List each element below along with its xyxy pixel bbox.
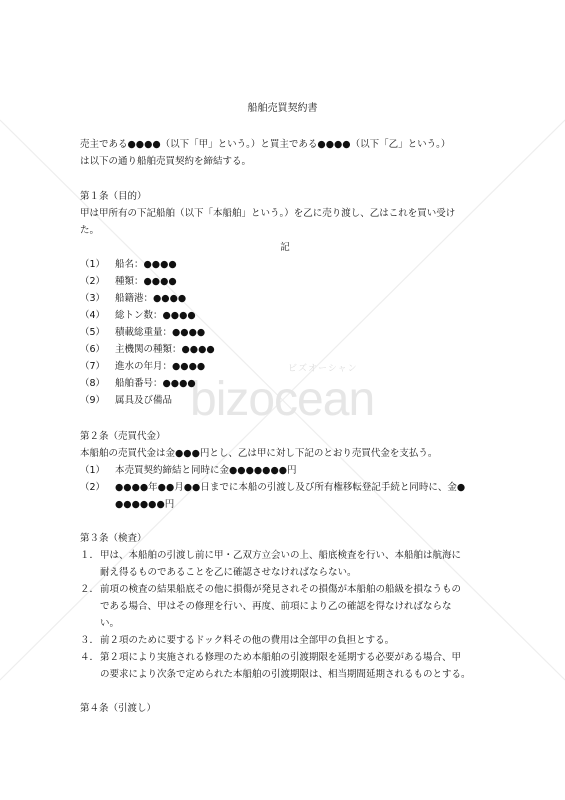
item-text: 進水の年月：●●●● [115,361,206,372]
clause-line: である場合、甲はその修理を行い、再度、前項により乙の確認を得なければならな [100,601,452,612]
clause [80,547,490,581]
document-title: 船舶売買契約書 [247,103,318,114]
clause-line: 第２項により実施される修理のため本船舶の引渡期限を延期する必要がある場合、甲 [100,652,462,663]
item-number: （1） [80,259,106,270]
item-text: 本売買契約締結と同時に金●●●●●●●円 [115,465,297,476]
clause-line: 耐え得るものであることを乙に確認させなければならない。 [100,567,357,578]
item-text: 属具及び備品 [115,395,173,406]
item-text: ●●●●年●●月●●日までに本船の引渡し及び所有権移転登記手続と同時に、金● [115,482,466,493]
item-number: （7） [80,361,106,372]
watermark-kana: ビズオーシャン [288,364,358,374]
clause [80,581,490,632]
article-body-line: 本船舶の売買代金は金●●●円とし、乙は甲に対し下記のとおり売買代金を支払う。 [80,448,438,459]
clause-number: ２． [80,584,100,595]
article-body-line: 甲は甲所有の下記船舶（以下「本船舶」という。）を乙に売り渡し、乙はこれを買い受け [80,208,456,219]
item-number: （8） [80,378,106,389]
item-number: （2） [80,482,106,493]
article-heading: 第４条（引渡し） [80,703,157,714]
article-4 [80,700,490,717]
clause-number: ３． [80,635,100,646]
article-heading: 第１条（目的） [80,191,147,202]
list-item [80,324,490,341]
list-item [80,307,490,324]
clause-line: 前項の検査の結果船底その他に損傷が発見されその損傷が本船舶の船級を損なうもの [100,584,462,595]
clause-line: い。 [100,618,120,629]
item-text: 積載総重量：●●●● [115,327,206,338]
list-item [80,375,490,392]
item-text: 種類：●●●● [115,276,177,287]
article-body-line: た。 [80,225,100,236]
item-number: （2） [80,276,106,287]
item-number: （9） [80,395,106,406]
clause [80,649,490,683]
item-number: （6） [80,344,106,355]
clause [80,632,490,649]
list-item-continuation [80,496,490,513]
item-number: （3） [80,293,106,304]
article-3 [80,530,490,683]
article-heading: 第３条（検査） [80,533,147,544]
list-item [80,290,490,307]
article-heading: 第２条（売買代金） [80,431,166,442]
item-text: ●●●●●●円 [115,499,175,510]
list-item [80,341,490,358]
article-2 [80,428,490,513]
item-number: （4） [80,310,106,321]
preamble-line: 売主である●●●●（以下「甲」という。）と買主である●●●●（以下「乙」という。） [80,139,451,150]
clause-number: ４． [80,652,100,663]
list-item [80,479,490,496]
item-text: 船舶番号：●●●● [115,378,196,389]
item-text: 総トン数：●●●● [115,310,196,321]
item-text: 船名：●●●● [115,259,177,270]
item-number: （5） [80,327,106,338]
clause-line: 前２項のために要するドック料その他の費用は全部甲の負担とする。 [100,635,395,646]
clause-number: １． [80,550,100,561]
list-item [80,273,490,290]
list-item [80,358,490,375]
watermark-logo: bizocean [190,373,375,426]
article-1 [80,188,490,409]
preamble [80,136,490,170]
preamble-line: は以下の通り船舶売買契約を締結する。 [80,156,252,167]
clause-line: の要求により次条で定められた本船舶の引渡期限は、相当期間延期されるものとする。 [100,669,471,680]
list-item [80,462,490,479]
item-number: （1） [80,465,106,476]
clause-line: 甲は、本船舶の引渡し前に甲・乙双方立会いの上、船底検査を行い、本船舶は航海に [100,550,462,561]
ki-label: 記 [280,242,290,253]
item-text: 船籍港：●●●● [115,293,187,304]
item-text: 主機関の種類：●●●● [115,344,215,355]
list-item [80,256,490,273]
list-item [80,392,490,409]
